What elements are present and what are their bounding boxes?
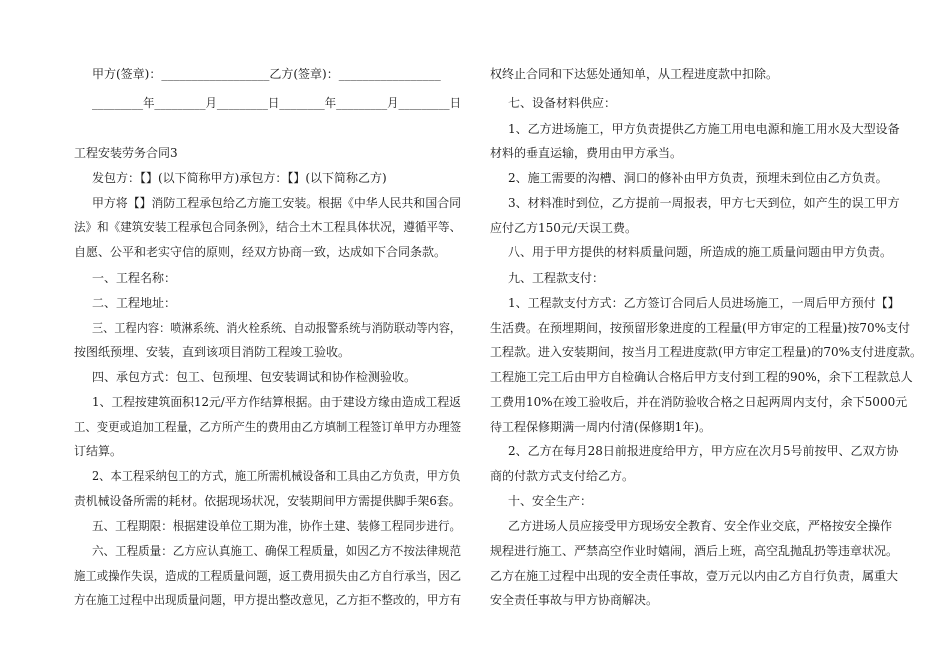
section-heading: 九、工程款支付： bbox=[508, 271, 605, 285]
paragraph-line: 生活费。在预埋期间，按预留形象进度的工程量(甲方审定的工程量)按70%支付 bbox=[490, 321, 911, 335]
paragraph-line: 2、施工需要的沟槽、洞口的修补由甲方负责，预埋未到位由乙方负责。 bbox=[508, 171, 888, 185]
right-column bbox=[475, 0, 950, 672]
paragraph-line: 工程施工完工后由甲方自检确认合格后甲方支付到工程的90%，余下工程款总人 bbox=[490, 370, 913, 384]
contract-title: 工程安装劳务合同3 bbox=[74, 146, 178, 160]
paragraph-line: 工、变更或追加工程量，乙方所产生的费用由乙方填制工程签订单甲方办理签 bbox=[74, 420, 462, 434]
paragraph-line: 1、工程按建筑面积12元/平方作结算根据。由于建设方缘由造成工程返 bbox=[92, 395, 461, 409]
paragraph-line: 三、工程内容：喷淋系统、消火栓系统、自动报警系统与消防联动等内容， bbox=[92, 321, 462, 335]
paragraph-line: 方在施工过程中出现质量问题，甲方提出整改意见，乙方拒不整改的，甲方有 bbox=[74, 593, 462, 607]
paragraph-line: 法》和《建筑安装工程承包合同条例》，结合土木工程具体状况，遵循平等、 bbox=[74, 220, 462, 234]
paragraph-line: 1、乙方进场施工，甲方负责提供乙方施工用电电源和施工用水及大型设备 bbox=[508, 122, 900, 136]
section-heading: 十、安全生产： bbox=[508, 494, 593, 508]
paragraph-line: 安全责任事故与甲方协商解决。 bbox=[490, 593, 659, 607]
paragraph-line: 乙方在施工过程中出现的安全责任事故，壹万元以内由乙方自行负责，属重大 bbox=[490, 569, 899, 583]
paragraph-line: 权终止合同和下达惩处通知单，从工程进度款中扣除。 bbox=[490, 67, 779, 81]
paragraph-line: 商的付款方式支付给乙方。 bbox=[490, 469, 635, 483]
paragraph-line: 待工程保修期满一周内付清(保修期1年)。 bbox=[490, 420, 711, 434]
paragraph-line: 甲方将【】消防工程承包给乙方施工安装。根据《中华人民共和国合同 bbox=[92, 196, 462, 210]
parties-line: 发包方：【】(以下简称甲方)承包方：【】(以下简称乙方) bbox=[92, 171, 387, 185]
section-heading: 一、工程名称： bbox=[92, 271, 177, 285]
paragraph-line: 六、工程质量：乙方应认真施工、确保工程质量，如因乙方不按法律规范 bbox=[92, 544, 462, 558]
paragraph-line: 五、工程期限：根据建设单位工期为准，协作土建、装修工程同步进行。 bbox=[92, 519, 462, 533]
paragraph-line: 按图纸预埋、安装，直到该项目消防工程竣工验收。 bbox=[74, 345, 351, 359]
paragraph-line: 2、乙方在每月28日前报进度给甲方，甲方应在次月5号前按甲、乙双方协 bbox=[508, 444, 899, 458]
section-heading: 二、工程地址： bbox=[92, 296, 177, 310]
date-line: _________年_________月_________日________年_________月_________日 bbox=[92, 96, 461, 110]
paragraph-line: 四、承包方式：包工、包预埋、包安装调试和协作检测验收。 bbox=[92, 370, 417, 384]
paragraph-line: 材料的垂直运输，费用由甲方承当。 bbox=[490, 146, 683, 160]
paragraph-line: 1、工程款支付方式：乙方签订合同后人员进场施工，一周后甲方预付【】 bbox=[508, 296, 900, 310]
paragraph-line: 工费用10%在竣工验收后，并在消防验收合格之日起两周内支付，余下5000元 bbox=[490, 395, 908, 409]
signature-line: 甲方(签章)：__________________乙方(签章)：_________________ bbox=[92, 67, 441, 81]
section-heading: 七、设备材料供应： bbox=[508, 96, 617, 110]
paragraph-line: 3、材料准时到位，乙方提前一周报表，甲方七天到位，如产生的误工甲方 bbox=[508, 196, 900, 210]
paragraph-line: 工程款。进入安装期间，按当月工程进度款(甲方审定工程量)的70%支付进度款。 bbox=[490, 345, 923, 359]
paragraph-line: 施工或操作失误，造成的工程质量问题，返工费用损失由乙方自行承当，因乙 bbox=[74, 569, 462, 583]
paragraph-line: 应付乙方150元/天误工费。 bbox=[490, 221, 637, 235]
paragraph-line: 乙方进场人员应接受甲方现场安全教育、安全作业交底，严格按安全操作 bbox=[508, 519, 893, 533]
paragraph-line: 责机械设备所需的耗材。依据现场状况，安装期间甲方需提供脚手架6套。 bbox=[74, 494, 461, 508]
paragraph-line: 2、本工程采纳包工的方式，施工所需机械设备和工具由乙方负责，甲方负 bbox=[92, 469, 461, 483]
paragraph-line: 八、用于甲方提供的材料质量问题，所造成的施工质量问题由甲方负责。 bbox=[508, 245, 893, 259]
paragraph-line: 规程进行施工、严禁高空作业时嬉闹，酒后上班，高空乱抛乱扔等违章状况。 bbox=[490, 544, 899, 558]
paragraph-line: 自愿、公平和老实守信的原则，经双方协商一致，达成如下合同条款。 bbox=[74, 245, 447, 259]
paragraph-line: 订结算。 bbox=[74, 444, 123, 458]
